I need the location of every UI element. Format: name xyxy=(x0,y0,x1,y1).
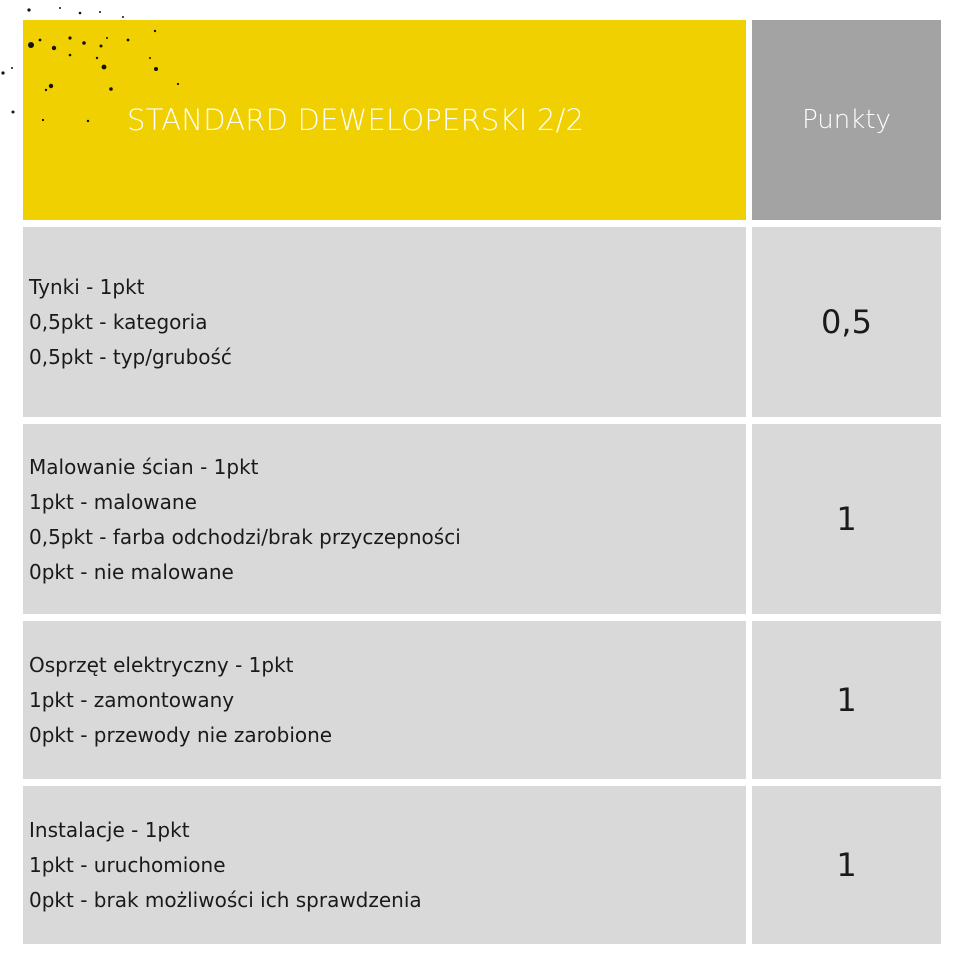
table-row-points-cell xyxy=(752,227,941,417)
row-line: 0pkt - brak możliwości ich sprawdzenia xyxy=(29,888,422,912)
row-points-value: 1 xyxy=(836,681,857,719)
table-row-points-cell xyxy=(752,621,941,779)
table-header-title-cell xyxy=(23,20,746,220)
row-line: 0,5pkt - typ/grubość xyxy=(29,345,232,369)
row-line: Instalacje - 1pkt xyxy=(29,818,190,842)
table-row-description-cell xyxy=(23,227,746,417)
row-line: Osprzęt elektryczny - 1pkt xyxy=(29,653,294,677)
row-line: 1pkt - malowane xyxy=(29,489,197,514)
row-points-value: 1 xyxy=(836,500,857,538)
row-line: 1pkt - uruchomione xyxy=(29,853,226,877)
table-header-points-cell xyxy=(752,20,941,220)
row-line: 0pkt - nie malowane xyxy=(29,559,234,584)
table-row-description-cell xyxy=(23,786,746,944)
row-line: 0,5pkt - farba odchodzi/brak przyczepności xyxy=(29,524,461,549)
row-line: 1pkt - zamontowany xyxy=(29,688,235,712)
table-row-points-cell xyxy=(752,786,941,944)
table-row-description-cell xyxy=(23,621,746,779)
table-row-description-cell xyxy=(23,424,746,614)
row-line: 0pkt - przewody nie zarobione xyxy=(29,723,333,747)
row-line: Malowanie ścian - 1pkt xyxy=(29,454,259,479)
points-column-header: Punkty xyxy=(802,105,891,135)
table-title: STANDARD DEWELOPERSKI 2/2 xyxy=(127,103,585,137)
row-points-value: 1 xyxy=(836,846,857,884)
table-row-points-cell xyxy=(752,424,941,614)
row-line: 0,5pkt - kategoria xyxy=(29,310,208,334)
row-line: Tynki - 1pkt xyxy=(29,275,145,299)
row-points-value: 0,5 xyxy=(821,303,872,341)
